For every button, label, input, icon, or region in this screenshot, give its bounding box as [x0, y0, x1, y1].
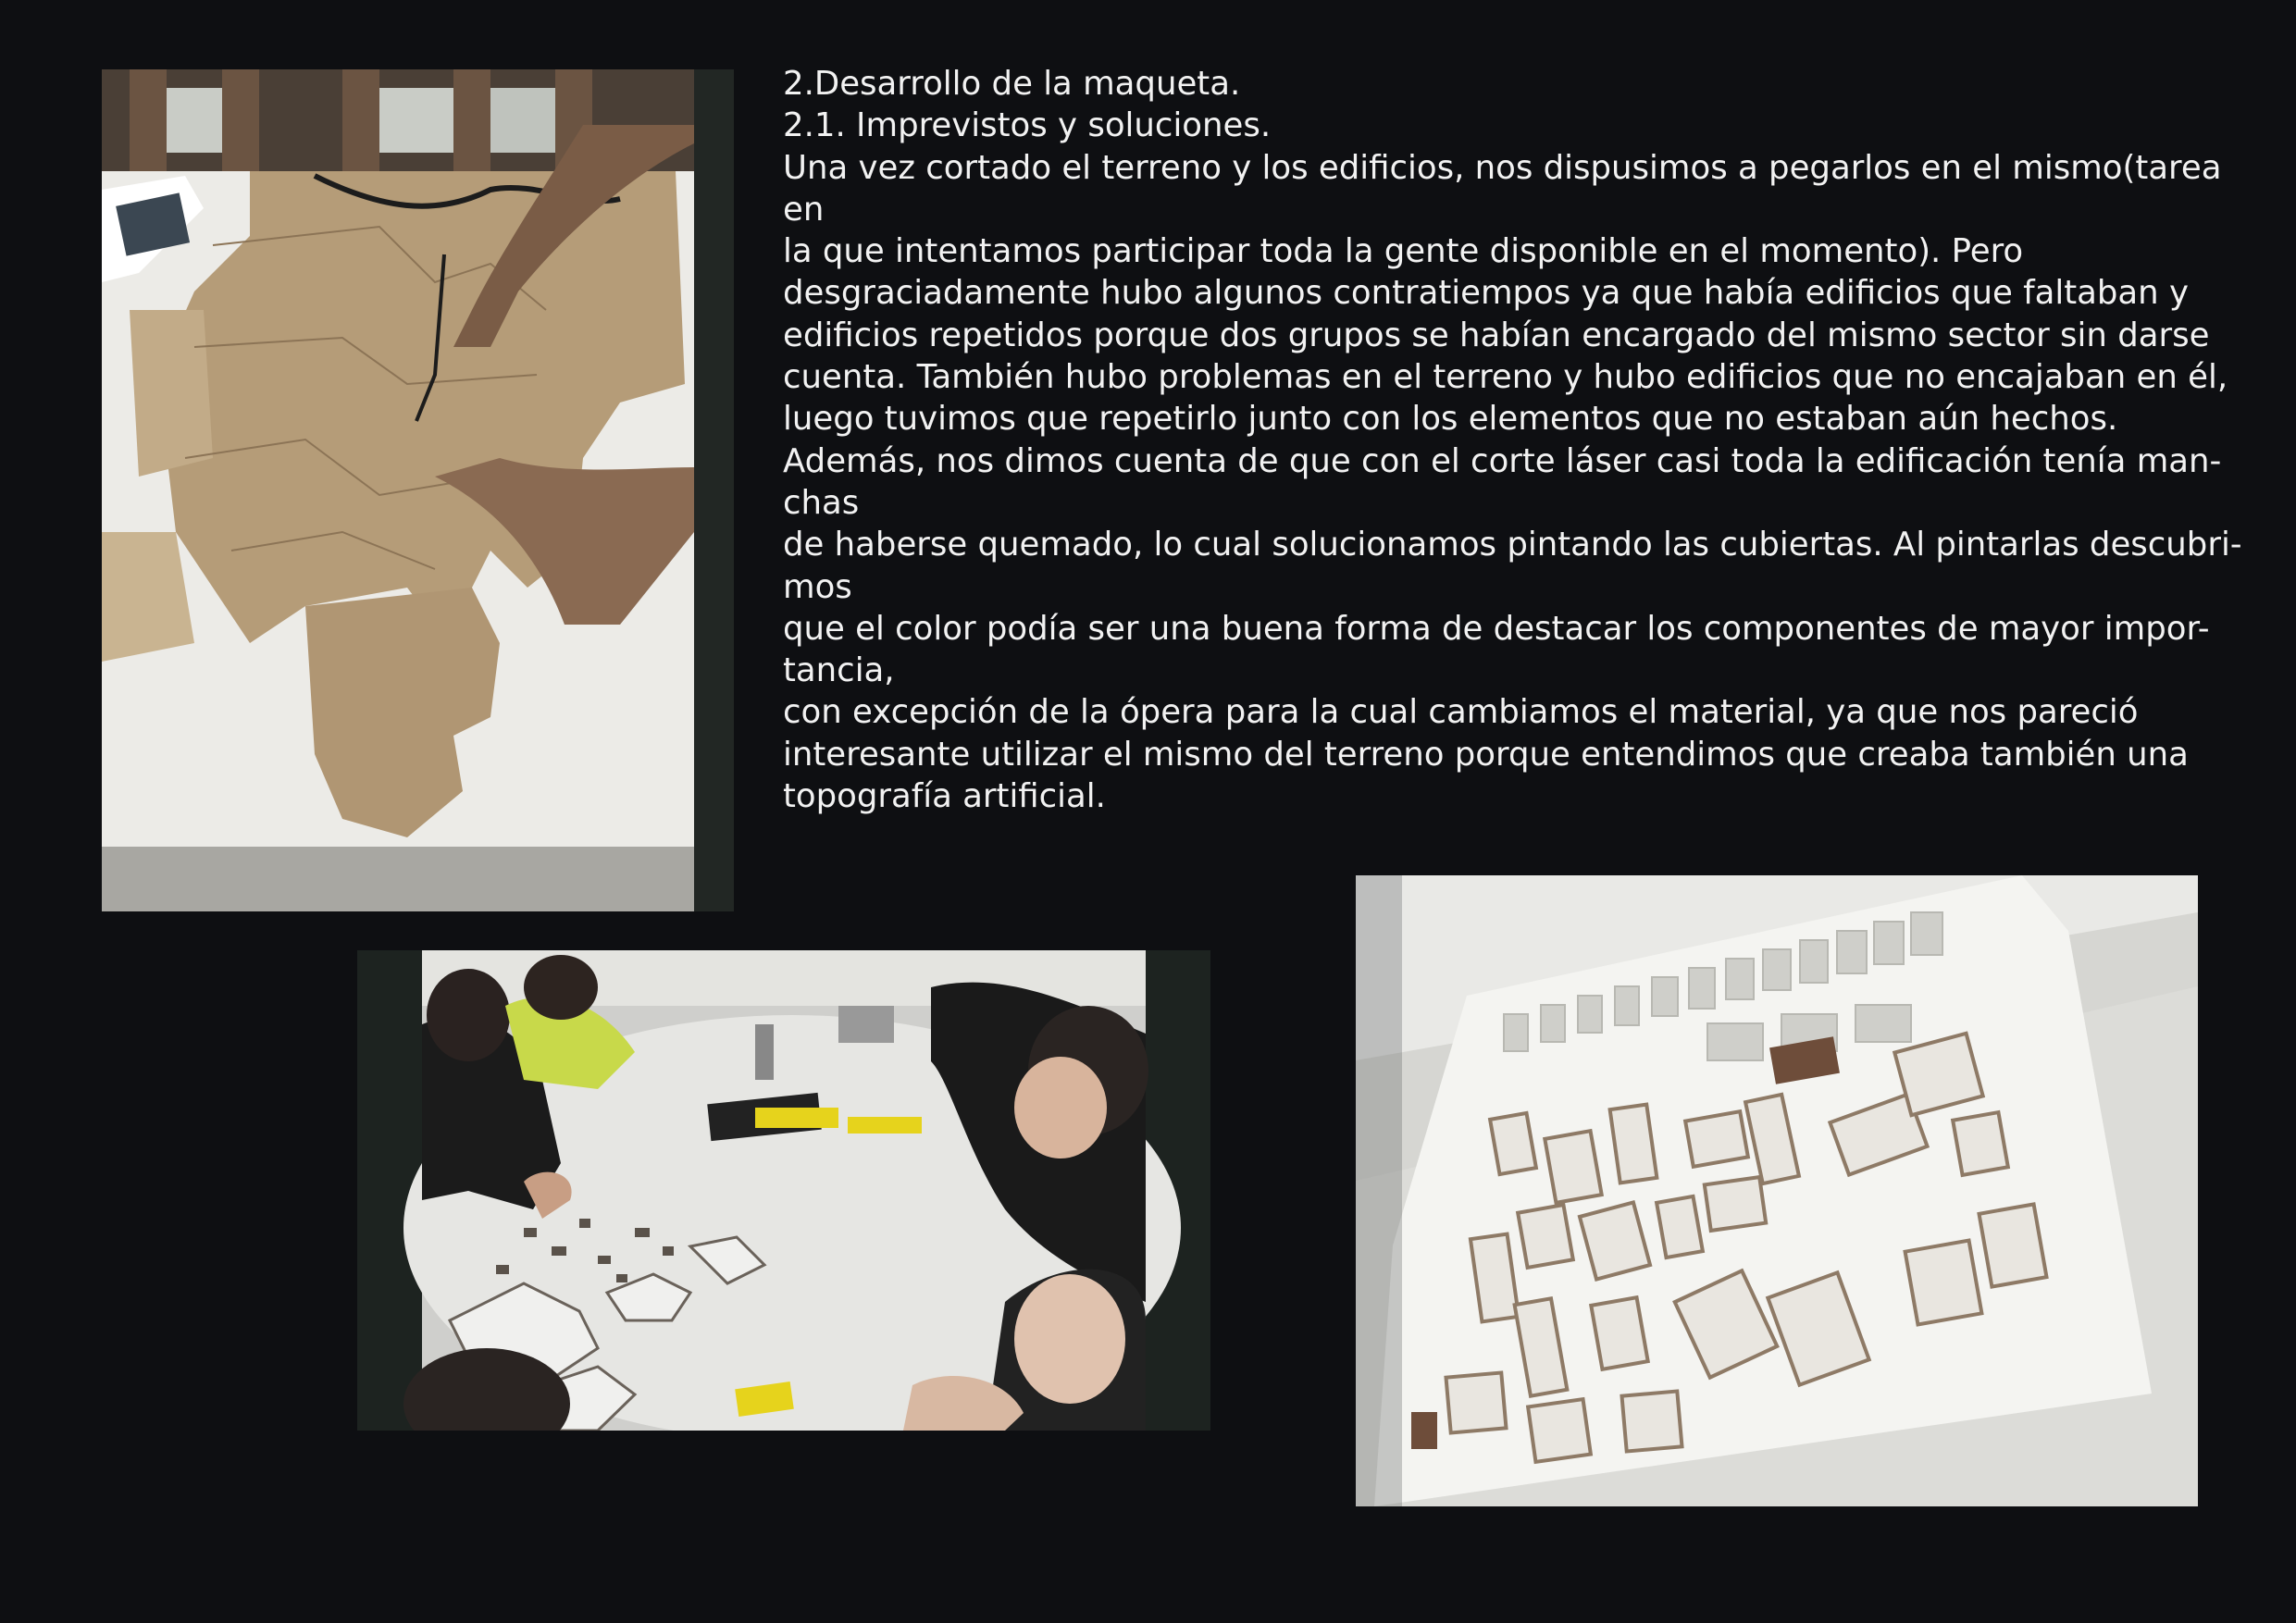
- text-line: chas: [783, 483, 860, 522]
- text-line: la que intentamos participar toda la gente disponible en el momento). Pero: [783, 232, 2024, 271]
- students-working-image: [357, 950, 1210, 1431]
- text-line: que el color podía ser una buena forma de destacar los componentes de mayor impor-: [783, 609, 2210, 648]
- heading-section: 2.Desarrollo de la maqueta.: [783, 65, 1241, 103]
- text-line: en: [783, 190, 825, 229]
- heading-subsection: 2.1. Imprevistos y soluciones.: [783, 106, 1272, 145]
- text-line: mos: [783, 567, 852, 606]
- text-line: luego tuvimos que repetirlo junto con los elementos que no estaban aún hechos.: [783, 400, 2118, 439]
- text-line: desgraciadamente hubo algunos contratiempos ya que había edificios que faltaban y: [783, 274, 2189, 313]
- photo-building-pieces: [1356, 875, 2198, 1506]
- terrain-model-image: [102, 69, 734, 911]
- body-text: [783, 63, 2242, 817]
- text-line: cuenta. También hubo problemas en el terreno y hubo edificios que no encajaban en él,: [783, 358, 2228, 397]
- photo-students-working: [357, 950, 1210, 1431]
- text-line: edificios repetidos porque dos grupos se habían encargado del mismo sector sin darse: [783, 316, 2210, 354]
- photo-terrain-model: [102, 69, 734, 911]
- text-line: topografía artificial.: [783, 777, 1106, 816]
- text-line: Además, nos dimos cuenta de que con el corte láser casi toda la edificación tenía man-: [783, 441, 2222, 480]
- text-line: tancia,: [783, 651, 895, 690]
- text-line: Una vez cortado el terreno y los edificios, nos dispusimos a pegarlos en el mismo(tarea: [783, 148, 2222, 187]
- text-line: de haberse quemado, lo cual solucionamos pintando las cubiertas. Al pintarlas descubri-: [783, 526, 2242, 564]
- text-line: con excepción de la ópera para la cual cambiamos el material, ya que nos pareció: [783, 693, 2139, 732]
- text-line: interesante utilizar el mismo del terreno porque entendimos que creaba también una: [783, 735, 2189, 774]
- building-pieces-image: [1356, 875, 2198, 1506]
